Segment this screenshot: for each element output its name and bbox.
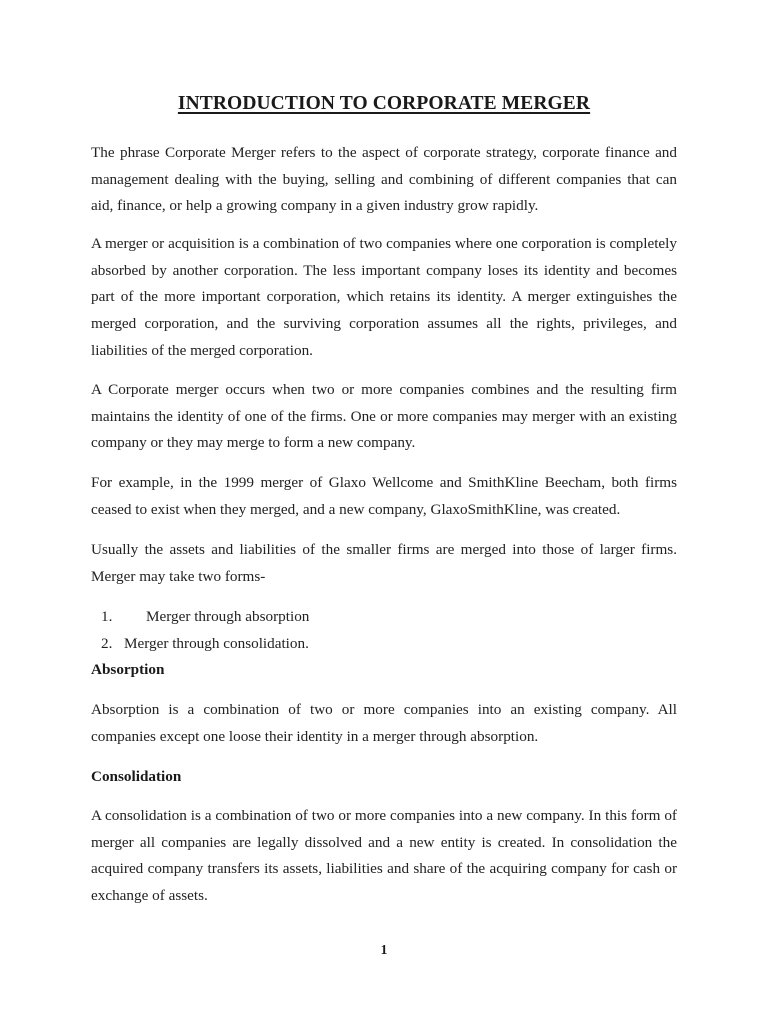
- list-item-absorption: [101, 607, 401, 627]
- paragraph-forms: Usually the assets and liabilities of the smaller firms are merged into those of larger firms. Merger may take two forms-: [91, 541, 677, 585]
- paragraph-example: For example, in the 1999 merger of Glaxo Wellcome and SmithKline Beecham, both firms ceased to exist when they merged, and a new company, GlaxoSmithKline, was created.: [91, 474, 677, 518]
- list-item-consolidation: [101, 634, 401, 654]
- list-item-number: 1.: [101, 608, 113, 625]
- list-item-number: 2.: [101, 635, 113, 652]
- list-item-label: Merger through consolidation.: [124, 635, 309, 652]
- heading-absorption: Absorption: [91, 661, 165, 678]
- page-number: 1: [380, 942, 388, 957]
- heading-consolidation: Consolidation: [91, 768, 182, 785]
- paragraph-acquisition: A merger or acquisition is a combination of two companies where one corporation is completely absorbed by another corporation. The less important company loses its identity and becomes part of the more important corporation, which retains its identity. A merger extinguishes the merged corporation, and the surviving corporation assumes all the rights, privileges, and liabilities of the merged corporation.: [91, 235, 677, 359]
- document-title: INTRODUCTION TO CORPORATE MERGER: [177, 93, 591, 114]
- paragraph-corporate-merger: A Corporate merger occurs when two or more companies combines and the resulting firm maintains the identity of one of the firms. One or more companies may merger with an existing company or they may merge to form a new company.: [91, 381, 677, 452]
- paragraph-consolidation: A consolidation is a combination of two or more companies into a new company. In this form of merger all companies are legally dissolved and a new entity is created. In consolidation the acquired company transfers its assets, liabilities and share of the acquiring company for cash or exchange of assets.: [91, 807, 677, 905]
- paragraph-definition: The phrase Corporate Merger refers to the aspect of corporate strategy, corporate finance and management dealing with the buying, selling and combining of different companies that can aid, finance, or help a growing company in a given industry grow rapidly.: [91, 144, 677, 215]
- list-item-label: Merger through absorption: [146, 608, 310, 625]
- paragraph-absorption: Absorption is a combination of two or more companies into an existing company. All companies except one loose their identity in a merger through absorption.: [91, 701, 677, 745]
